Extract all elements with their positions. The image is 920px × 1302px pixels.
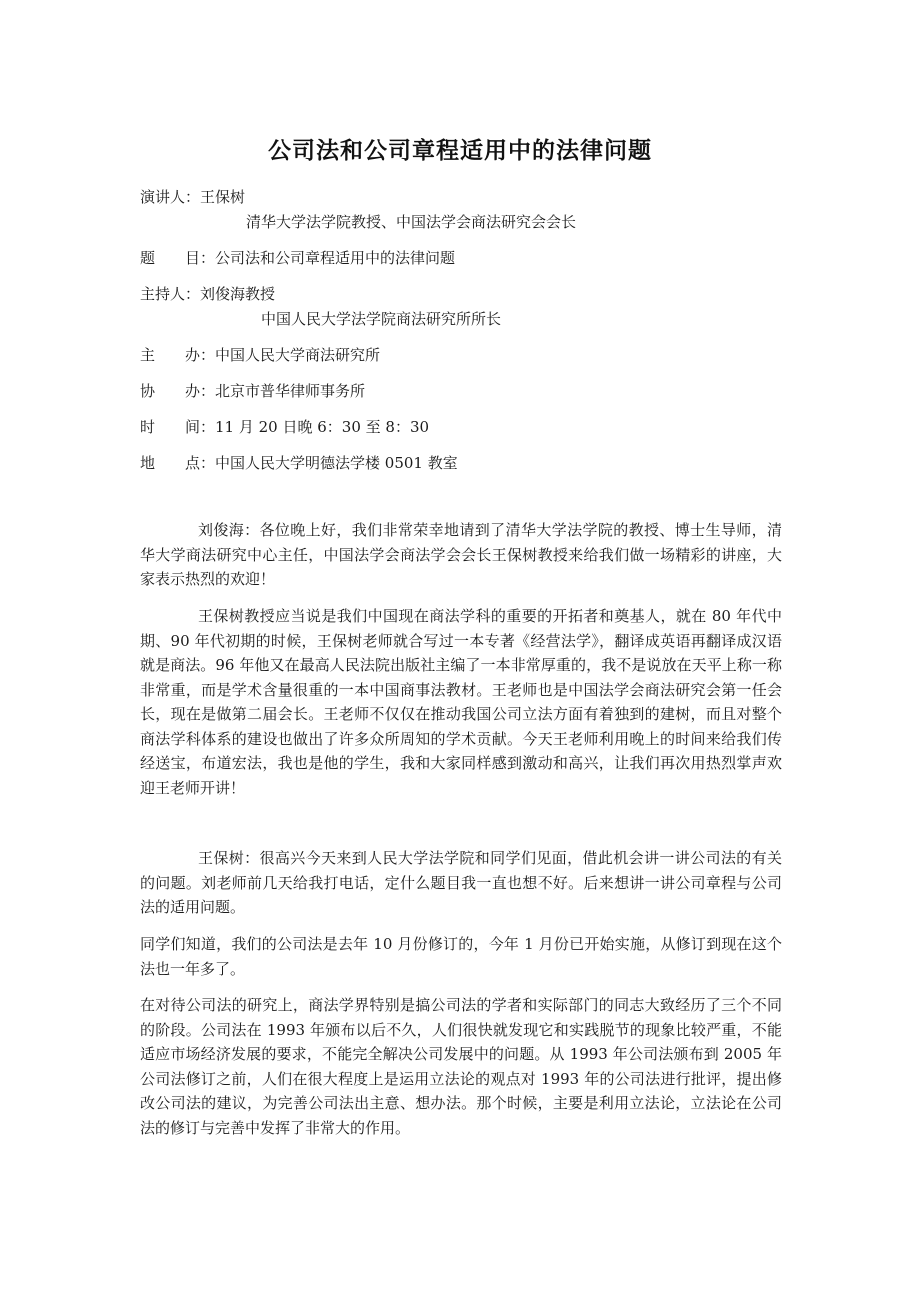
paragraph-host-intro: 刘俊海：各位晚上好，我们非常荣幸地请到了清华大学法学院的教授、博士生导师，清华大学商法研究中心主任，中国法学会商法学会会长王保树教授来给我们做一场精彩的讲座，大家表示热烈的欢迎！ [140, 521, 782, 588]
paragraph-law-revision: 同学们知道，我们的公司法是去年 10 月份修订的，今年 1 月份已开始实施，从修订到现在这个法也一年多了。 [140, 935, 782, 978]
organizer-label: 主 办： [140, 346, 216, 364]
paragraph-research-stages: 在对待公司法的研究上，商法学界特别是搞公司法的学者和实际部门的同志大致经历了三个不同的阶段。公司法在 1993 年颁布以后不久，人们很快就发现它和实践脱节的现象比较严重，不能适应市场经济发展的要求，不能完全解决公司发展中的问题。从 1993 年公司法颁布到 2005 年公司法修订之前，人们在很大程度上是运用立法论的观点对 1993 年的公司法进行批评，提出修改公司法的建议，为完善公司法出主意、想办法。那个时候，主要是利用立法论，立法论在公司法的修订与完善中发挥了非常大的作用。 [140, 996, 782, 1137]
place-value: 中国人民大学明德法学楼 0501 教室 [215, 454, 458, 472]
time-value: 11 月 20 日晚 6：30 至 8：30 [215, 418, 430, 436]
speaker-line [140, 186, 245, 207]
host-title: 中国人民大学法学院商法研究所所长 [261, 310, 502, 328]
organizer-value: 中国人民大学商法研究所 [215, 346, 381, 364]
topic-value: 公司法和公司章程适用中的法律问题 [215, 249, 456, 267]
place-line [140, 452, 458, 473]
co-organizer-value: 北京市普华律师事务所 [215, 382, 366, 400]
organizer-line [140, 344, 380, 365]
place-label: 地 点： [140, 454, 216, 472]
time-label: 时 间： [140, 418, 216, 436]
paragraph-speaker-opening: 王保树：很高兴今天来到人民大学法学院和同学们见面，借此机会讲一讲公司法的有关的问题。刘老师前几天给我打电话，定什么题目我一直也想不好。后来想讲一讲公司章程与公司法的适用问题。 [140, 849, 782, 916]
paragraph-speaker-bio: 王保树教授应当说是我们中国现在商法学科的重要的开拓者和奠基人，就在 80 年代中期、90 年代初期的时候，王保树老师就合写过一本专著《经营法学》，翻译成英语再翻译成汉语就是商法。96 年他又在最高人民法院出版社主编了一本非常厚重的，我不是说放在天平上称一称非常重，而是学术含量很重的一本中国商事法教材。王老师也是中国法学会商法研究会第一任会长，现在是做第二届会长。王老师不仅仅在推动我国公司立法方面有着独到的建树，而且对整个商法学科体系的建设也做出了许多众所周知的学术贡献。今天王老师利用晚上的时间来给我们传经送宝，布道宏法，我也是他的学生，我和大家同样感到激动和高兴，让我们再次用热烈掌声欢迎王老师开讲！ [140, 607, 782, 797]
speaker-label: 演讲人： [140, 188, 201, 206]
speaker-name: 王保树 [200, 188, 246, 206]
topic-label: 题 目： [140, 249, 216, 267]
topic-line [140, 247, 455, 268]
speaker-title: 清华大学法学院教授、中国法学会商法研究会会长 [246, 213, 577, 231]
co-organizer-line [140, 380, 365, 401]
host-line [140, 283, 275, 304]
co-organizer-label: 协 办： [140, 382, 216, 400]
host-name: 刘俊海教授 [200, 285, 276, 303]
time-line [140, 416, 429, 437]
document-title: 公司法和公司章程适用中的法律问题 [268, 138, 652, 164]
host-label: 主持人： [140, 285, 201, 303]
